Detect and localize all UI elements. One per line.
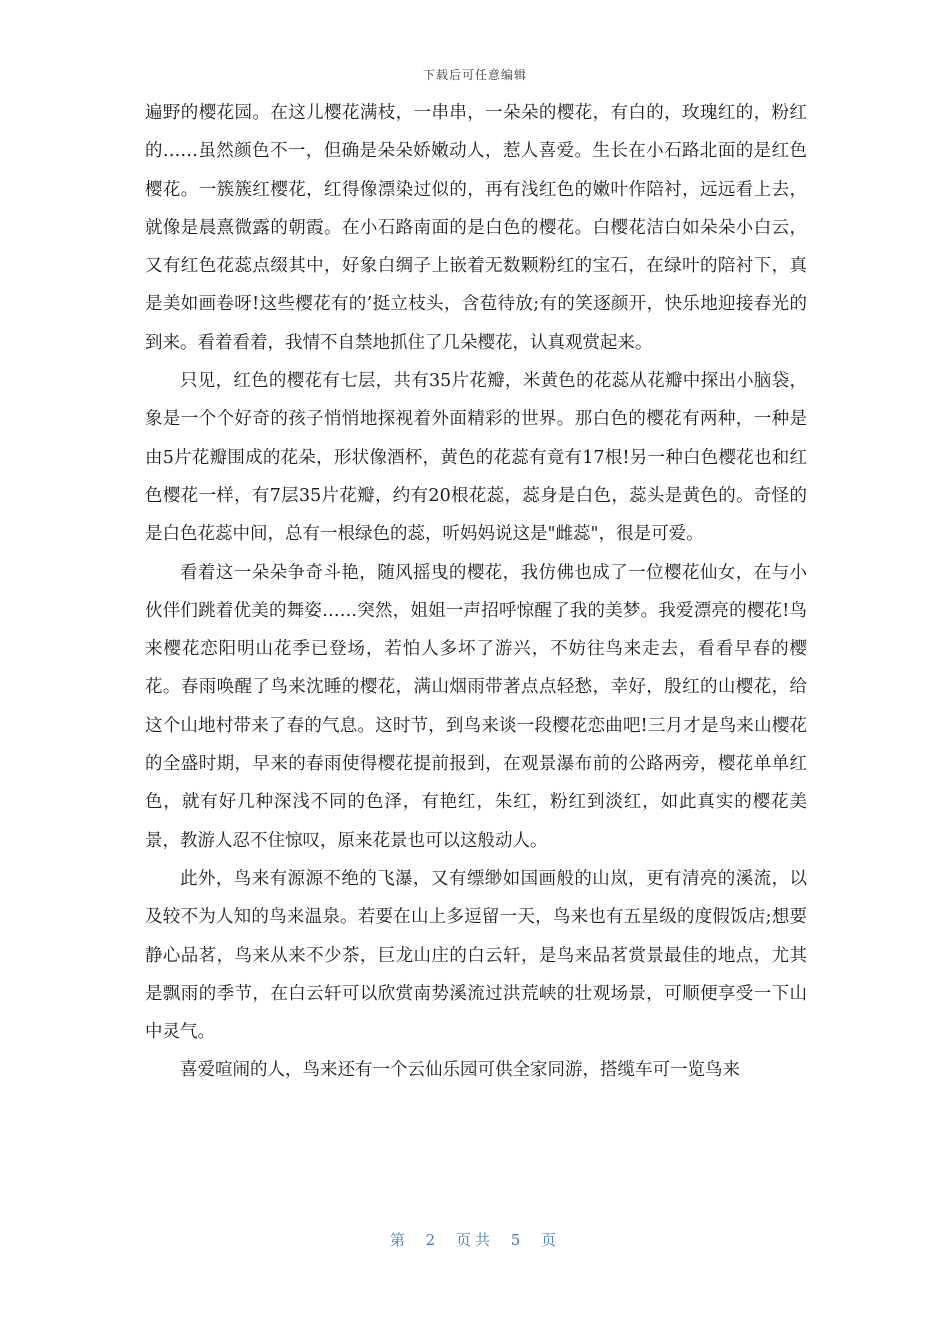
page-header: 下载后可任意编辑 <box>422 68 527 82</box>
page-number-footer: 第 2 页共 5 页 <box>389 1231 561 1249</box>
document-body <box>145 94 807 1090</box>
paragraph-5: 喜爱喧闹的人，鸟来还有一个云仙乐园可供全家同游，搭缆车可一览鸟来 <box>180 1060 740 1081</box>
paragraph-1: 遍野的樱花园。在这儿樱花满枝，一串串，一朵朵的樱花，有白的，玫瑰红的，粉红的……虽然颜色不一，但确是朵朵娇嫩动人，惹人喜爱。生长在小石路北面的是红色樱花。一簇簇红樱花，红得像漂染过似的，再有浅红色的嫩叶作陪衬，远远看上去，就像是晨熹微露的朝霞。在小石路南面的是白色的樱花。白樱花洁白如朵朵小白云，又有红色花蕊点缀其中，好象白绸子上嵌着无数颗粉红的宝石，在绿叶的陪衬下，真是美如画卷呀!这些樱花有的’挺立枝头，含苞待放;有的笑逐颜开，快乐地迎接春光的到来。看着看着，我情不自禁地抓住了几朵樱花，认真观赏起来。 <box>145 103 807 353</box>
paragraph-3: 看着这一朵朵争奇斗艳，随风摇曳的樱花，我仿佛也成了一位樱花仙女，在与小伙伴们跳着优美的舞姿……突然，姐姐一声招呼惊醒了我的美梦。我爱漂亮的樱花!鸟来樱花恋阳明山花季已登场，若怕人多坏了游兴，不妨往鸟来走去，看看早春的樱花。春雨唤醒了鸟来沈睡的樱花，满山烟雨带著点点轻愁，幸好，殷红的山樱花，给这个山地村带来了春的气息。这时节，到鸟来谈一段樱花恋曲吧!三月才是鸟来山樱花的全盛时期，早来的春雨使得樱花提前报到，在观景瀑布前的公路两旁，樱花单单红色，就有好几种深浅不同的色泽，有艳红，朱红，粉红到淡红，如此真实的樱花美景，教游人忍不住惊叹，原来花景也可以这般动人。 <box>145 562 807 851</box>
paragraph-2: 只见，红色的樱花有七层，共有35片花瓣，米黄色的花蕊从花瓣中探出小脑袋，象是一个个好奇的孩子悄悄地探视着外面精彩的世界。那白色的樱花有两种，一种是由5片花瓣围成的花朵，形状像酒杯，黄色的花蕊有竟有17根!另一种白色樱花也和红色樱花一样，有7层35片花瓣，约有20根花蕊，蕊身是白色，蕊头是黄色的。奇怪的是白色花蕊中间，总有一根绿色的蕊，听妈妈说这是"雌蕊"，很是可爱。 <box>145 371 807 545</box>
paragraph-4: 此外，鸟来有源源不绝的飞瀑，又有缥缈如国画般的山岚，更有清亮的溪流，以及较不为人知的鸟来温泉。若要在山上多逗留一天，鸟来也有五星级的度假饭店;想要静心品茗，鸟来从来不少茶，巨龙山庄的白云轩，是鸟来品茗赏景最佳的地点，尤其是飘雨的季节，在白云轩可以欣赏南势溪流过洪荒峡的壮观场景，可顺便享受一下山中灵气。 <box>145 868 807 1043</box>
